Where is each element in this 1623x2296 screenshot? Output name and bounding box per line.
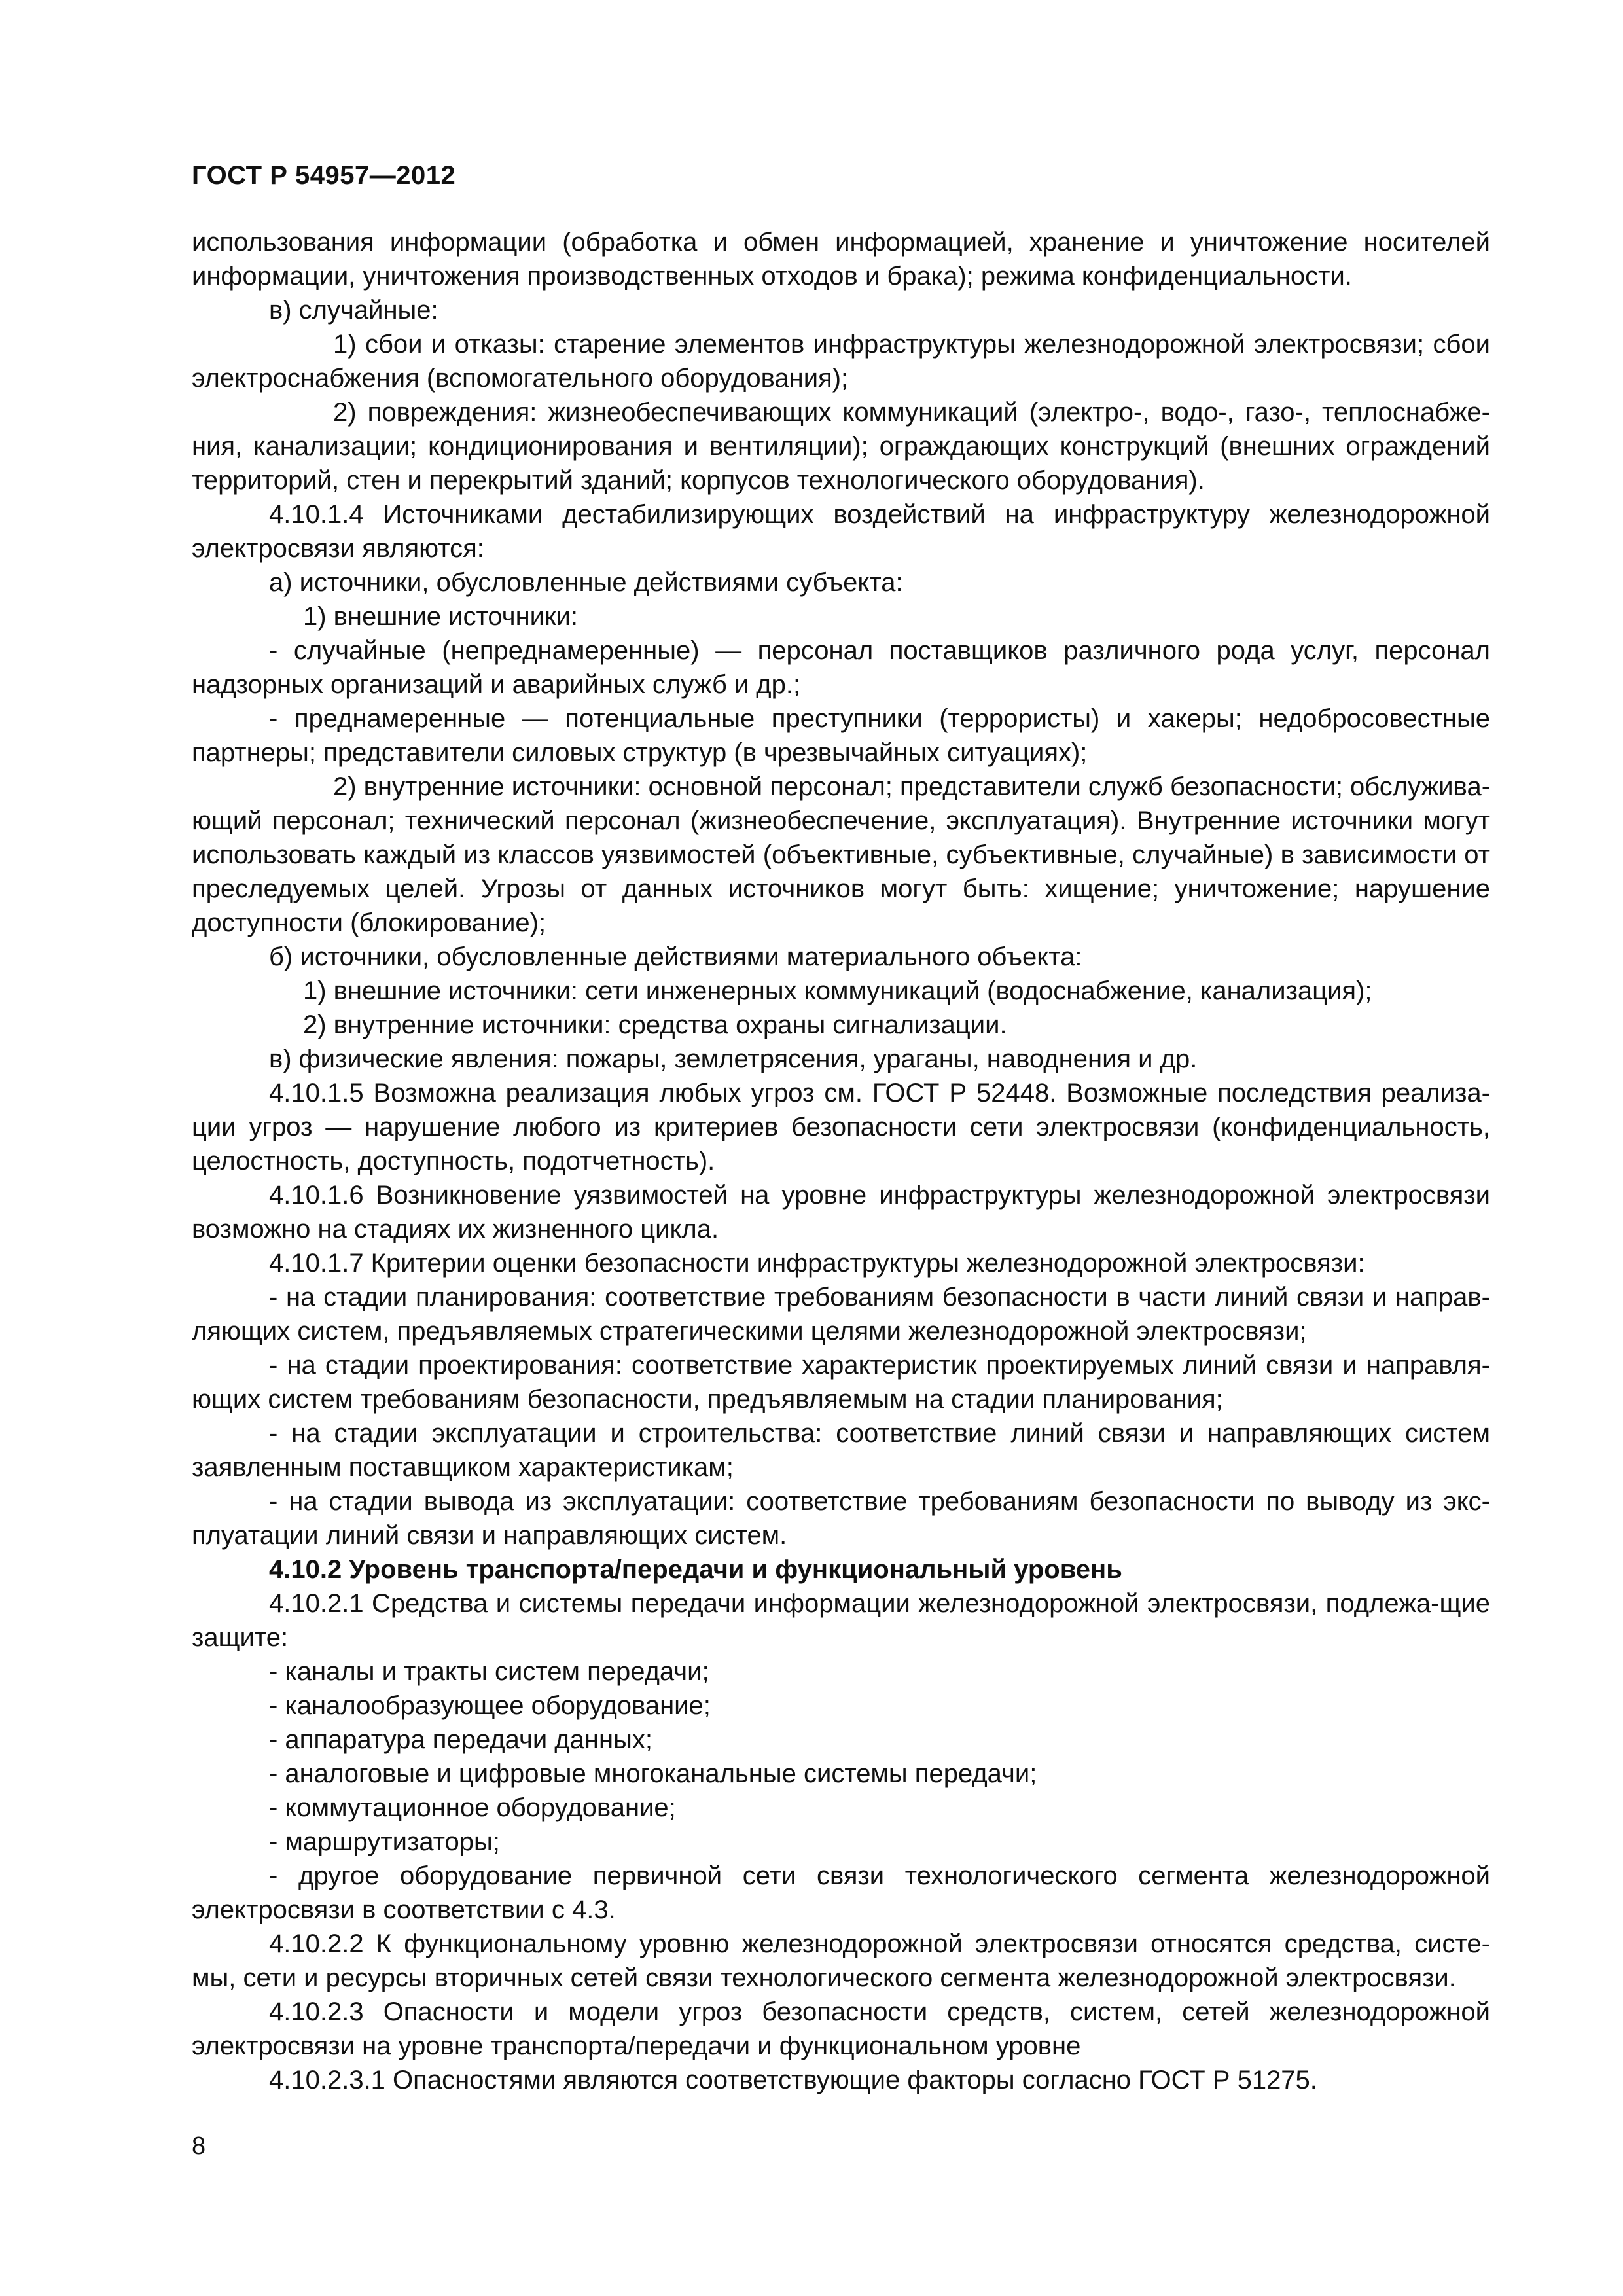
paragraph: 4.10.2.1 Средства и системы передачи информации железнодорожной электросвязи, подлежа-щие защите: — [192, 1589, 1490, 1652]
paragraph: 1) сбои и отказы: старение элементов инфраструктуры железнодорожной электросвязи; сбои электроснабжения (вспомогательного оборудования); — [192, 330, 1490, 393]
paragraph: 4.10.1.4 Источниками дестабилизирующих воздействий на инфраструктуру железнодорожной электросвязи являются: — [192, 500, 1490, 563]
page-number: 8 — [192, 2132, 206, 2160]
document-code-header: ГОСТ Р 54957—2012 — [192, 161, 456, 190]
list-item: - другое оборудование первичной сети связи технологического сегмента железнодорожной электросвязи в соответствии с 4.3. — [192, 1861, 1490, 1924]
paragraph: в) физические явления: пожары, землетрясения, ураганы, наводнения и др. — [269, 1045, 1198, 1073]
paragraph: - случайные (непреднамеренные) — персонал поставщиков различного рода услуг, персонал надзорных организаций и аварийных служб и др.; — [192, 636, 1490, 699]
paragraph: а) источники, обусловленные действиями субъекта: — [269, 568, 903, 597]
paragraph: - преднамеренные — потенциальные преступники (террористы) и хакеры; недобросовестные партнеры; представители силовых структур (в чрезвычайных ситуациях); — [192, 704, 1490, 767]
paragraph: - на стадии проектирования: соответствие характеристик проектируемых линий связи и направля-ющих систем требованиям безопасности, предъявляемым на стадии планирования; — [192, 1351, 1490, 1414]
paragraph: 2) внутренние источники: основной персонал; представители служб безопасности; обслужива-ющий персонал; технический персонал (жизнеобеспечение, эксплуатация). Внутренние источники могут использовать каждый из классов уязвимостей (объективные, субъективные, случайные) в зависимости от преследуемых целей. Угрозы от данных источников могут быть: хищение; уничтожение; нарушение доступности (блокирование); — [192, 772, 1491, 937]
paragraph: 1) внешние источники: сети инженерных коммуникаций (водоснабжение, канализация); — [303, 977, 1372, 1005]
list-item: - каналы и тракты систем передачи; — [269, 1657, 709, 1686]
list-item: - аппаратура передачи данных; — [269, 1725, 652, 1754]
paragraph: использования информации (обработка и обмен информацией, хранение и уничтожение носителей информации, уничтожения производственных отходов и брака); режима конфиденциальности. — [192, 228, 1490, 291]
paragraph: 4.10.2.2 К функциональному уровню железнодорожной электросвязи относятся средства, систе-мы, сети и ресурсы вторичных сетей связи технологического сегмента железнодорожной электросвязи. — [192, 1929, 1490, 1992]
list-item: - маршрутизаторы; — [269, 1827, 500, 1856]
paragraph: - на стадии эксплуатации и строительства: соответствие линий связи и направляющих систем заявленным поставщиком характеристикам; — [192, 1419, 1490, 1482]
paragraph: б) источники, обусловленные действиями материального объекта: — [269, 942, 1082, 971]
paragraph: 4.10.1.7 Критерии оценки безопасности инфраструктуры железнодорожной электросвязи: — [269, 1249, 1365, 1278]
paragraph: в) случайные: — [269, 296, 438, 325]
paragraph: 1) внешние источники: — [303, 602, 578, 631]
list-item: - аналоговые и цифровые многоканальные системы передачи; — [269, 1759, 1037, 1788]
paragraph: 4.10.2.3 Опасности и модели угроз безопасности средств, систем, сетей железнодорожной электросвязи на уровне транспорта/передачи и функциональном уровне — [192, 1998, 1490, 2060]
paragraph: 2) повреждения: жизнеобеспечивающих коммуникаций (электро-, водо-, газо-, теплоснабже-ния, канализации; кондиционирования и вентиляции); ограждающих конструкций (внешних ограждений территорий, стен и перекрытий зданий; корпусов технологического оборудования). — [192, 398, 1490, 495]
section-heading: 4.10.2 Уровень транспорта/передачи и функциональный уровень — [269, 1555, 1122, 1584]
paragraph: - на стадии планирования: соответствие требованиям безопасности в части линий связи и направ-ляющих систем, предъявляемых стратегическими целями железнодорожной электросвязи; — [192, 1283, 1490, 1346]
list-item: - каналообразующее оборудование; — [269, 1691, 711, 1720]
paragraph: 4.10.2.3.1 Опасностями являются соответствующие факторы согласно ГОСТ Р 51275. — [269, 2066, 1317, 2094]
list-item: - коммутационное оборудование; — [269, 1793, 676, 1822]
document-body — [192, 225, 1490, 2097]
paragraph: - на стадии вывода из эксплуатации: соответствие требованиям безопасности по выводу из экс-плуатации линий связи и направляющих систем. — [192, 1487, 1490, 1550]
paragraph: 4.10.1.5 Возможна реализация любых угроз см. ГОСТ Р 52448. Возможные последствия реализа-ции угроз — нарушение любого из критериев безопасности сети электросвязи (конфиденциальность, целостность, доступность, подотчетность). — [192, 1079, 1490, 1175]
paragraph: 4.10.1.6 Возникновение уязвимостей на уровне инфраструктуры железнодорожной электросвязи возможно на стадиях их жизненного цикла. — [192, 1181, 1490, 1244]
paragraph: 2) внутренние источники: средства охраны сигнализации. — [303, 1011, 1007, 1039]
